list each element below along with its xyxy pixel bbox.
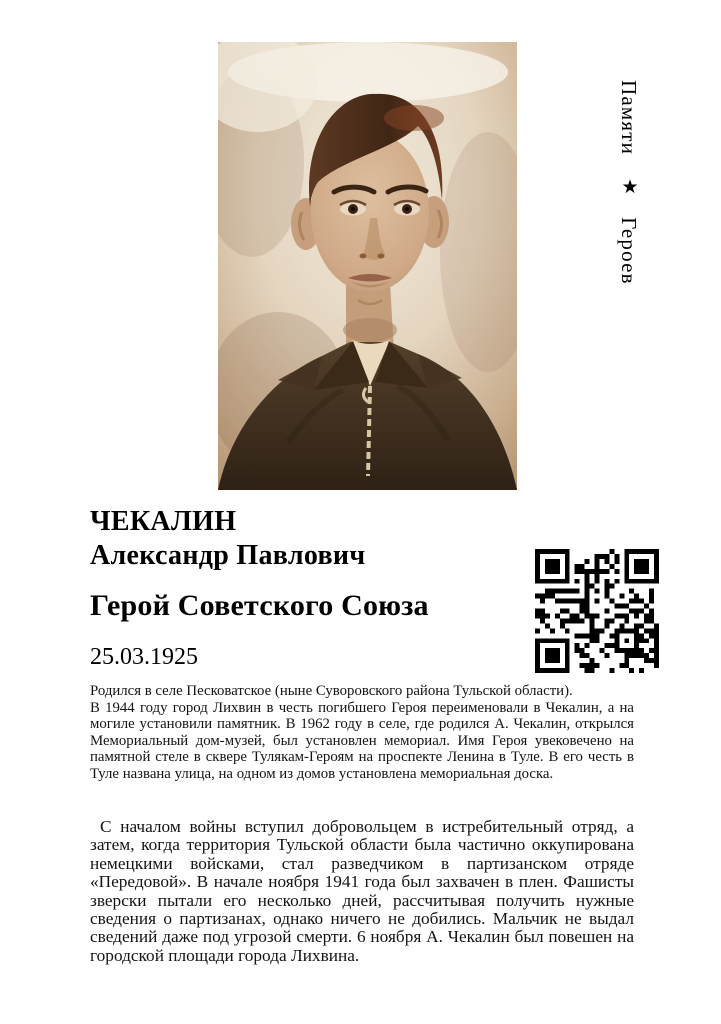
portrait-photo (218, 42, 517, 490)
vertical-banner-word1: Памяти (617, 80, 641, 156)
hero-title: Герой Советского Союза (90, 589, 429, 622)
hero-name-patronymic: Александр Павлович (90, 540, 366, 571)
bio-birthplace-line: Родился в селе Песковатское (ныне Суворовского района Тульской области). (90, 683, 573, 699)
biography-paragraph-2: С началом войны вступил добровольцем в истребительный отряд, а затем, когда территория Тульской области была частично оккупирована немецкими войсками, стал разведчиком в партизанском отряде «Передовой». В начале ноября 1941 года был захвачен в плен. Фашисты зверски пытали его несколько дней, рассчитывая получить нужные сведения о партизанах, однако ничего не добились. Мальчик не выдал сведений даже под угрозой смерти. 6 ноября А. Чекалин был повешен на городской площади города Лихвина. (90, 817, 634, 965)
vertical-banner (616, 80, 641, 380)
portrait-illustration (218, 42, 517, 490)
hero-surname: ЧЕКАЛИН (90, 506, 237, 537)
birth-date: 25.03.1925 (90, 644, 198, 670)
hero-name (90, 505, 520, 573)
bio-memorials-text: В 1944 году город Лихвин в честь погибшего Героя переименовали в Чекалин, а на могиле установили памятник. В 1962 году в селе, где родился А. Чекалин, открылся Мемориальный дом-музей, был установлен мемориал. Имя Героя увековечено на памятной стеле в сквере Тулякам-Героям на проспекте Ленина в Туле. В его честь в Туле названа улица, на одном из домов установлена мемориальная доска. (90, 699, 634, 782)
qr-code-icon (534, 549, 660, 673)
qr-code (534, 549, 660, 673)
vertical-banner-word2: Героев (617, 217, 641, 285)
hero-heading (90, 505, 520, 671)
star-icon: ★ (619, 175, 640, 199)
biography-paragraph-1 (90, 683, 634, 783)
